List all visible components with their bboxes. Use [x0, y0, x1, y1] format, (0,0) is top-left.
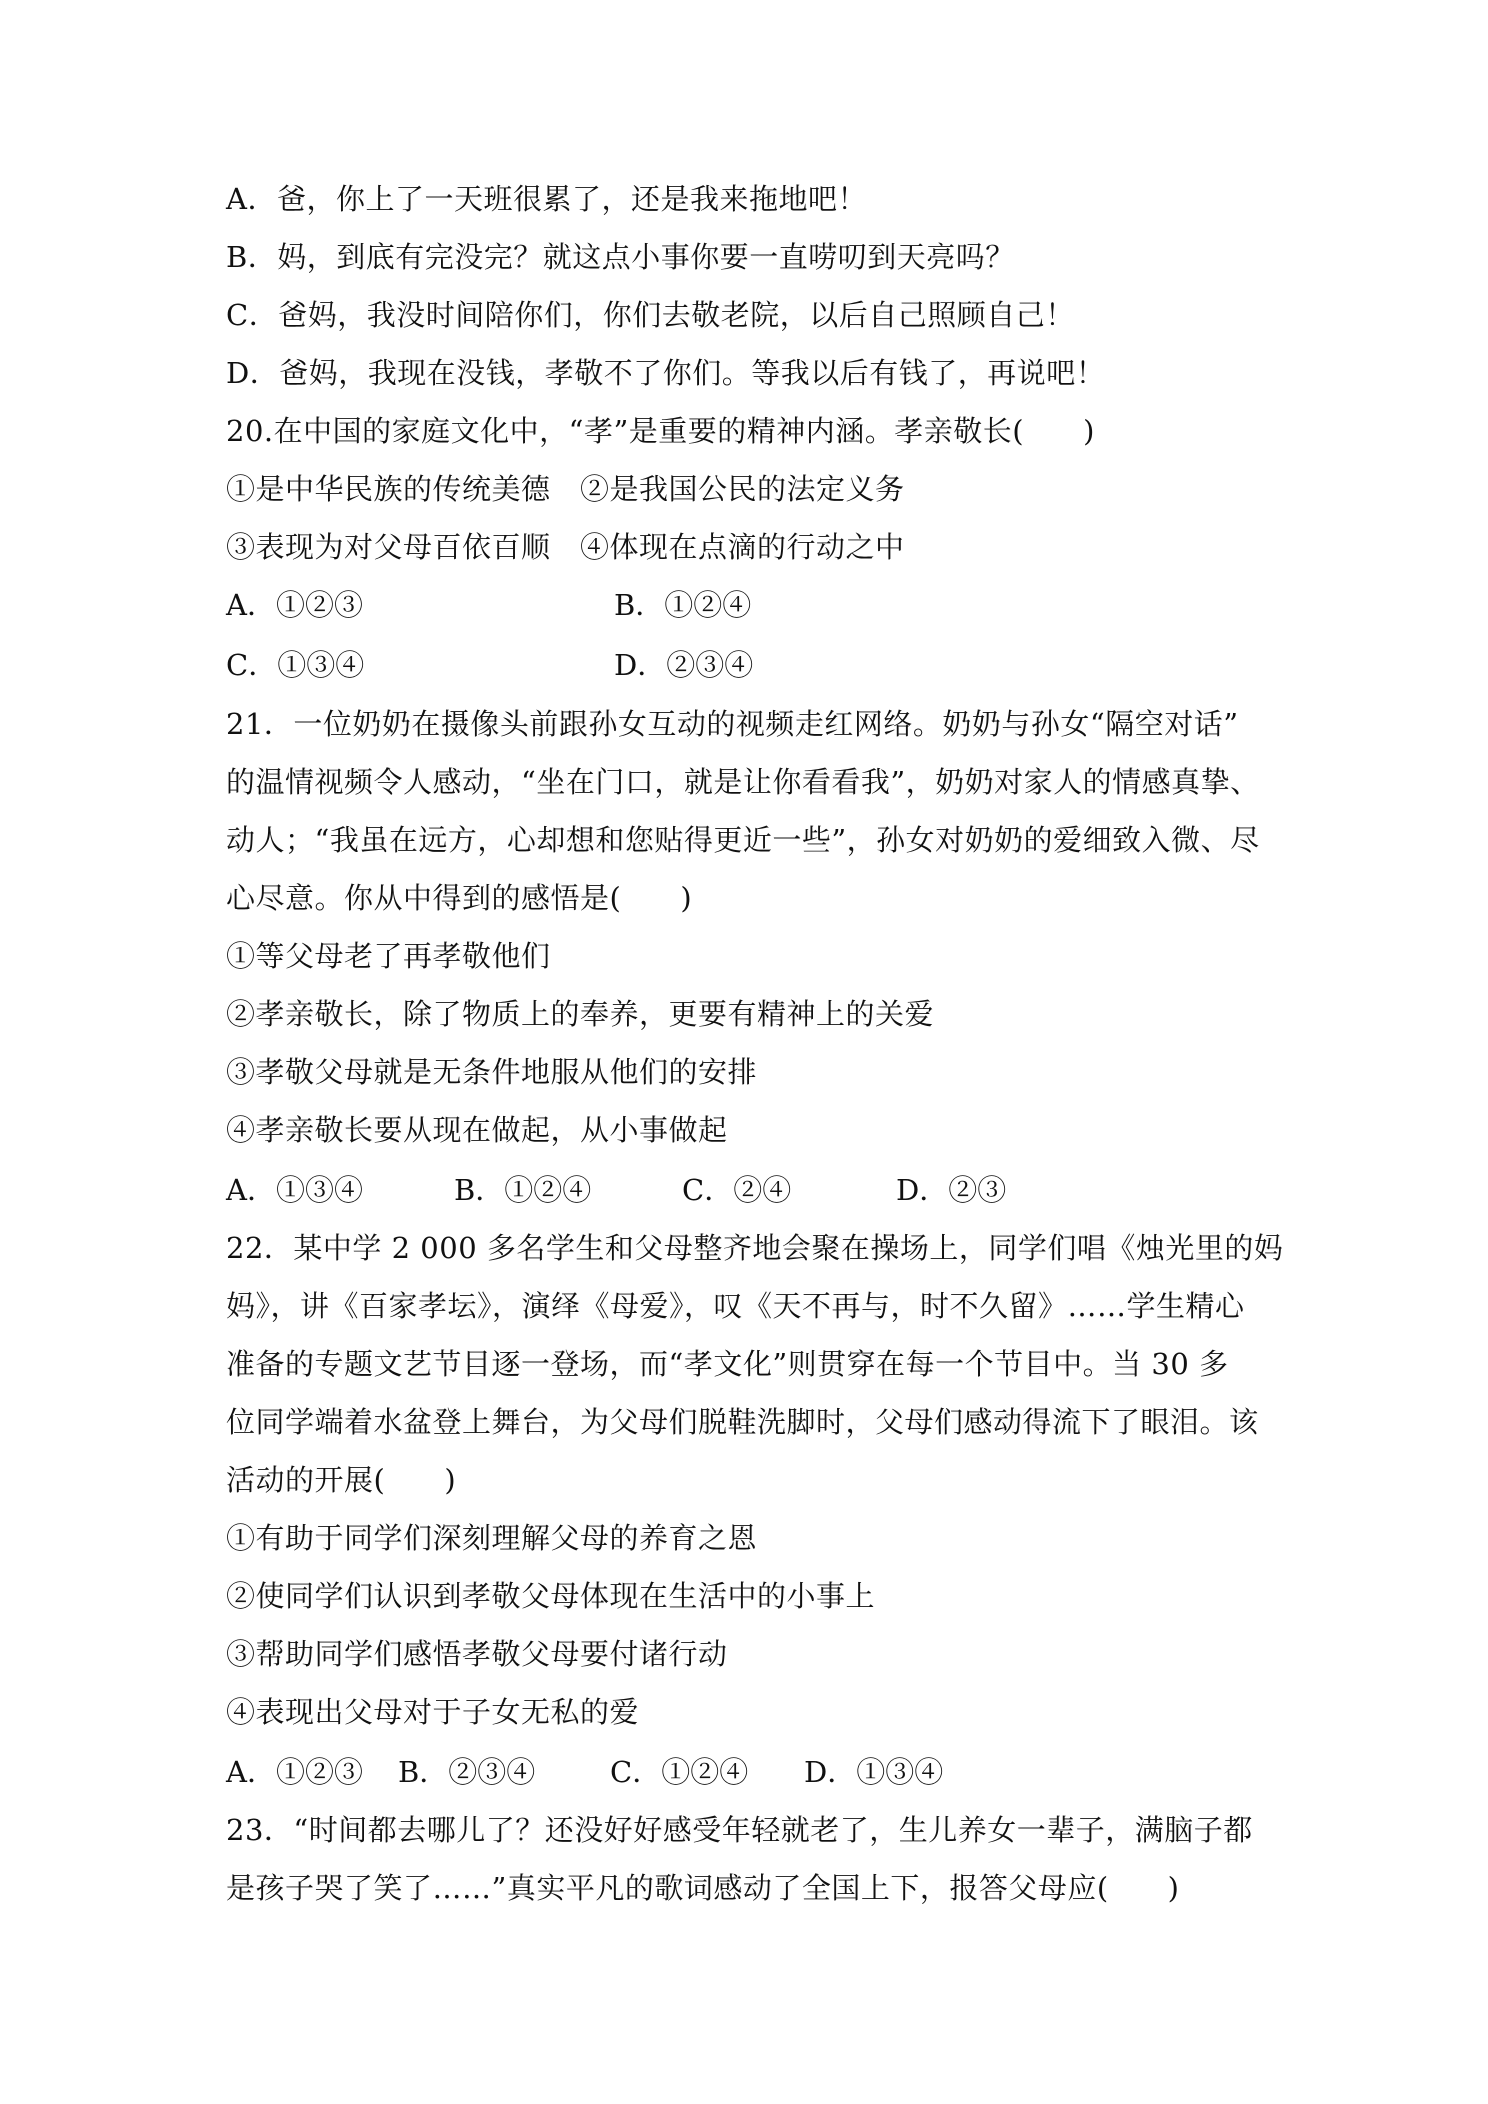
q19-option-b: B．妈，到底有完没完？就这点小事你要一直唠叨到天亮吗？	[226, 240, 1015, 274]
q20-stem: 20.在中国的家庭文化中，“孝”是重要的精神内涵。孝亲敬长( )	[226, 414, 1095, 448]
q23-stem-line-1: 23．“时间都去哪儿了？还没好好感受年轻就老了，生儿养女一辈子，满脑子都	[226, 1813, 1253, 1847]
q22-item-1: ①有助于同学们深刻理解父母的养育之恩	[226, 1521, 758, 1555]
q21-stem-line-4: 心尽意。你从中得到的感悟是( )	[226, 881, 693, 915]
q20-choices-row-1	[226, 576, 1266, 634]
q20-choice-a: A．①②③	[226, 588, 363, 622]
q21-choices-row	[226, 1161, 1266, 1219]
q19-option-a: A．爸，你上了一天班很累了，还是我来拖地吧！	[226, 182, 867, 216]
q22-item-2: ②使同学们认识到孝敬父母体现在生活中的小事上	[226, 1579, 876, 1613]
q20-choice-c: C．①③④	[226, 648, 365, 682]
q21-item-3: ③孝敬父母就是无条件地服从他们的安排	[226, 1055, 758, 1089]
q21-item-2: ②孝亲敬长，除了物质上的奉养，更要有精神上的关爱	[226, 997, 935, 1031]
q20-item-3-4: ③表现为对父母百依百顺 ④体现在点滴的行动之中	[226, 530, 905, 564]
q20-choice-d: D．②③④	[614, 648, 754, 682]
q21-item-1: ①等父母老了再孝敬他们	[226, 939, 551, 973]
q21-item-4: ④孝亲敬长要从现在做起，从小事做起	[226, 1113, 728, 1147]
q21-choice-d: D．②③	[896, 1173, 1007, 1207]
q21-choice-c: C．②④	[682, 1173, 792, 1207]
q20-choice-b: B．①②④	[614, 588, 752, 622]
q21-choice-b: B．①②④	[454, 1173, 592, 1207]
q22-choices-row	[226, 1743, 1266, 1801]
q22-choice-d: D．①③④	[804, 1755, 944, 1789]
q22-choice-c: C．①②④	[610, 1755, 749, 1789]
q21-stem-line-1: 21．一位奶奶在摄像头前跟孙女互动的视频走红网络。奶奶与孙女“隔空对话”	[226, 707, 1239, 741]
q21-choice-a: A．①③④	[226, 1173, 363, 1207]
q22-stem-line-1: 22．某中学 2 000 多名学生和父母整齐地会聚在操场上，同学们唱《烛光里的妈	[226, 1231, 1284, 1265]
q23-stem-line-2: 是孩子哭了笑了……”真实平凡的歌词感动了全国上下，报答父母应( )	[226, 1871, 1180, 1905]
q21-stem-line-2: 的温情视频令人感动，“坐在门口，就是让你看看我”，奶奶对家人的情感真挚、	[226, 765, 1260, 799]
q22-stem-line-3: 准备的专题文艺节目逐一登场，而“孝文化”则贯穿在每一个节目中。当 30 多	[226, 1347, 1229, 1381]
q22-item-4: ④表现出父母对于子女无私的爱	[226, 1695, 640, 1729]
q20-choices-row-2	[226, 636, 1266, 694]
q22-item-3: ③帮助同学们感悟孝敬父母要付诸行动	[226, 1637, 728, 1671]
q22-stem-line-5: 活动的开展( )	[226, 1463, 457, 1497]
q22-stem-line-4: 位同学端着水盆登上舞台，为父母们脱鞋洗脚时，父母们感动得流下了眼泪。该	[226, 1405, 1259, 1439]
q19-option-d: D．爸妈，我现在没钱，孝敬不了你们。等我以后有钱了，再说吧！	[226, 356, 1106, 390]
q19-option-c: C．爸妈，我没时间陪你们，你们去敬老院，以后自己照顾自己！	[226, 298, 1075, 332]
q22-choice-a: A．①②③	[226, 1755, 363, 1789]
q22-stem-line-2: 妈》，讲《百家孝坛》，演绎《母爱》，叹《天不再与，时不久留》……学生精心	[226, 1289, 1245, 1323]
q22-choice-b: B．②③④	[398, 1755, 536, 1789]
q21-stem-line-3: 动人；“我虽在远方，心却想和您贴得更近一些”，孙女对奶奶的爱细致入微、尽	[226, 823, 1260, 857]
q20-item-1-2: ①是中华民族的传统美德 ②是我国公民的法定义务	[226, 472, 905, 506]
